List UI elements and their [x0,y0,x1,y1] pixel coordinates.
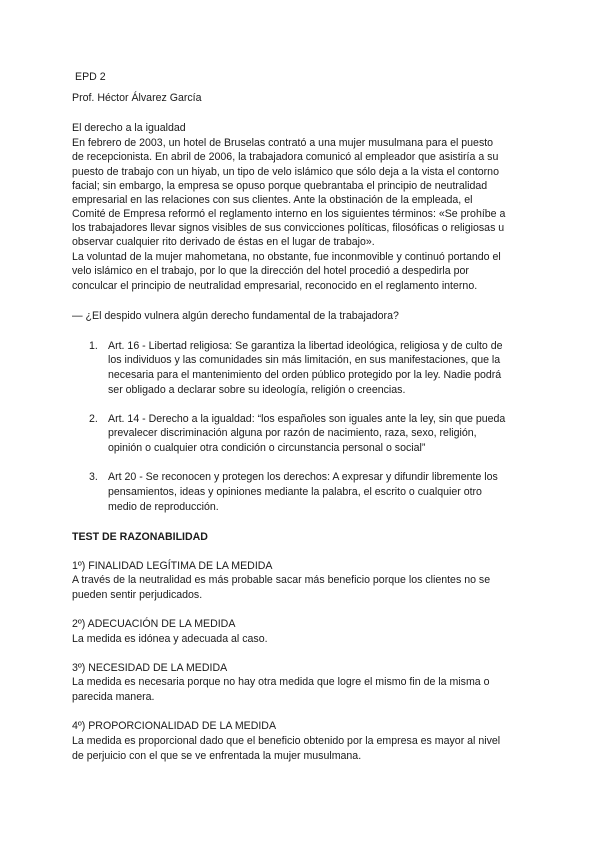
case-line: En febrero de 2003, un hotel de Bruselas contrató a una mujer musulmana para el puesto [72,137,494,149]
article-line: los individuos y las comunidades sin más limitación, en sus manifestaciones, que la [108,354,501,366]
case-line: los trabajadores llevar signos visibles de sus convicciones políticas, filosóficas o religiosas u [72,222,505,234]
article-line: Art. 16 - Libertad religiosa: Se garantiza la libertad ideológica, religiosa y de culto de [108,340,503,352]
test-heading: 2º) ADECUACIÓN DE LA MEDIDA [72,618,236,630]
list-number: 1. [89,340,98,352]
case-line: puesto de trabajo con un hiyab, un tipo de velo islámico que sólo deja a la vista el contorno [72,166,499,178]
article-line: ser obligado a declarar sobre su ideología, religión o creencias. [108,384,406,396]
test-line: La medida es idónea y adecuada al caso. [72,633,268,645]
test-line: A través de la neutralidad es más probable sacar más beneficio porque los clientes no se [72,574,491,586]
test-line: La medida es proporcional dado que el beneficio obtenido por la empresa es mayor al nivel [72,735,501,747]
list-number: 2. [89,413,98,425]
case-line: empresarial en las relaciones con sus clientes. Ante la obstinación de la empleada, el [72,194,473,206]
article-line: necesaria para el mantenimiento del orden público protegido por la ley. Nadie podrá [108,369,502,381]
test-line: pueden sentir perjudicados. [72,589,203,601]
case-line: velo islámico en el trabajo, por lo que la dirección del hotel procedió a despedirla por [72,265,469,277]
test-heading: 4º) PROPORCIONALIDAD DE LA MEDIDA [72,720,277,732]
test-heading: 3º) NECESIDAD DE LA MEDIDA [72,662,228,674]
case-line: conculcar el principio de neutralidad empresarial, reconocido en el reglamento interno. [72,280,478,292]
case-line: La voluntad de la mujer mahometana, no obstante, fue inconmovible y continuó portando el [72,251,501,263]
article-line: opinión o cualquier otra condición o circunstancia personal o social” [108,442,426,454]
professor-name: Prof. Héctor Álvarez García [72,92,202,104]
list-number: 3. [89,471,98,483]
case-line: Comité de Empresa reformó el reglamento interno en los siguientes términos: «Se prohíbe a [72,208,506,220]
test-line: La medida es necesaria porque no hay otra medida que logre el mismo fin de la misma o [72,676,490,688]
document-code: EPD 2 [75,71,106,83]
article-line: Art 20 - Se reconocen y protegen los derechos: A expresar y difundir libremente los [108,471,498,483]
case-line: facial; sin embargo, la empresa se opuso porque quebrantaba el principio de neutralidad [72,180,488,192]
test-line: parecida manera. [72,691,155,703]
article-line: prevalecer discriminación alguna por razón de nacimiento, raza, sexo, religión, [108,427,477,439]
test-heading: 1º) FINALIDAD LEGÍTIMA DE LA MEDIDA [72,560,273,572]
case-line: observar cualquier rito derivado de éstas en el lugar de trabajo». [72,236,375,248]
question: — ¿El despido vulnera algún derecho fundamental de la trabajadora? [72,310,399,322]
test-title: TEST DE RAZONABILIDAD [72,531,208,543]
case-line: de recepcionista. En abril de 2006, la trabajadora comunicó al empleador que asistiría a su [72,151,499,163]
case-title: El derecho a la igualdad [72,122,186,134]
article-line: pensamientos, ideas y opiniones mediante la palabra, el escrito o cualquier otro [108,486,482,498]
article-line: medio de reproducción. [108,501,219,513]
article-line: Art. 14 - Derecho a la igualdad: “los españoles son iguales ante la ley, sin que pueda [108,413,506,425]
test-line: de perjuicio con el que se ve enfrentada la mujer musulmana. [72,750,362,762]
